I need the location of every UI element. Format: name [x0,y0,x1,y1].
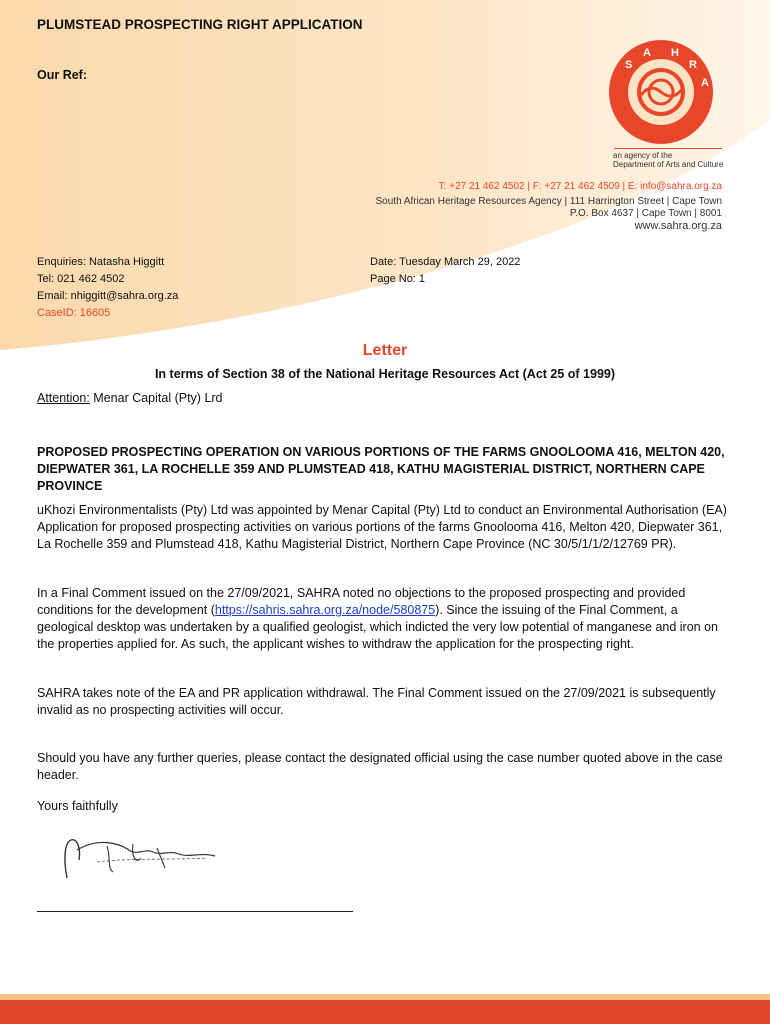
signature-line [37,911,353,912]
paragraph-2 [37,585,737,653]
document-title: PLUMSTEAD PROSPECTING RIGHT APPLICATION [37,17,363,32]
paragraph-4: Should you have any further queries, please contact the designated official using the case number quoted above in the case header. [37,751,723,782]
contact-address: South African Heritage Resources Agency | 111 Harrington Street | Cape Town [375,196,722,207]
paragraph-2-text-end: ). Since the issuing of the Final Comment, a geological desktop was undertaken by a qualified geologist, which indicted the very low potential of manganese and iron on the properties applied for. As such, the applicant wishes to withdraw the application for the prospecting right. [37,603,718,651]
our-ref-label: Our Ref: [37,68,87,82]
svg-text:A: A [701,77,709,89]
closing: Yours faithfully [37,799,118,813]
department-line: Department of Arts and Culture [613,160,724,169]
svg-text:S: S [625,59,633,71]
letter-subject: PROPOSED PROSPECTING OPERATION ON VARIOUS PORTIONS OF THE FARMS GNOOLOOMA 416, MELTON 420, DIEPWATER 361, LA ROCHELLE 359 AND PLUMSTEAD 418, KATHU MAGISTERIAL DISTRICT, NORTHERN CAPE PROVINCE [37,445,725,493]
enquiries-name: Enquiries: Natasha Higgitt [37,256,165,268]
footer-bar [0,994,770,1024]
act-reference: In terms of Section 38 of the National Heritage Resources Act (Act 25 of 1999) [154,367,616,381]
signature-image [37,828,237,888]
enquiries-email: Email: nhiggitt@sahra.org.za [37,290,179,302]
svg-text:A: A [643,47,651,59]
svg-text:R: R [689,59,697,71]
contact-po-box: P.O. Box 4637 | Cape Town | 8001 [569,208,722,219]
contact-website: www.sahra.org.za [634,220,722,232]
case-id: CaseID: 16605 [37,307,111,319]
svg-text:H: H [671,47,679,59]
enquiries-tel: Tel: 021 462 4502 [37,273,125,285]
page-number: Page No: 1 [370,273,426,285]
paragraph-1: uKhozi Environmentalists (Pty) Ltd was appointed by Menar Capital (Pty) Ltd to conduct an Environmental Authorisation (EA) Application for proposed prospecting activities on various portions of the farms Gnoolooma 416, Melton 420, Diepwater 361, La Rochelle 359 and Plumstead 418, Kathu Magisterial District, Northern Cape Province (NC 30/5/1/1/2/12769 PR). [37,503,727,551]
letter-heading: Letter [362,342,408,359]
paragraph-2-text-start: In a Final Comment issued on the 27/09/2021, SAHRA noted no objections to the proposed prospecting and provided conditions for the development ( [37,586,686,617]
contact-phone-email: T: +27 21 462 4502 | F: +27 21 462 4509 | E: info@sahra.org.za [438,181,722,192]
attention-label: Attention: [37,391,90,405]
sahra-logo [595,38,727,146]
agency-of-line: an agency of the [613,151,673,160]
sahris-link[interactable]: https://sahris.sahra.org.za/node/580875 [214,603,436,617]
agency-divider [614,148,722,149]
footer-band-dark [0,1000,770,1024]
letter-date: Date: Tuesday March 29, 2022 [370,256,521,268]
attention-value: Menar Capital (Pty) Lrd [89,391,223,405]
attention-line [37,391,223,405]
paragraph-3: SAHRA takes note of the EA and PR application withdrawal. The Final Comment issued on the 27/09/2021 is subsequently invalid as no prospecting activities will occur. [37,686,716,717]
